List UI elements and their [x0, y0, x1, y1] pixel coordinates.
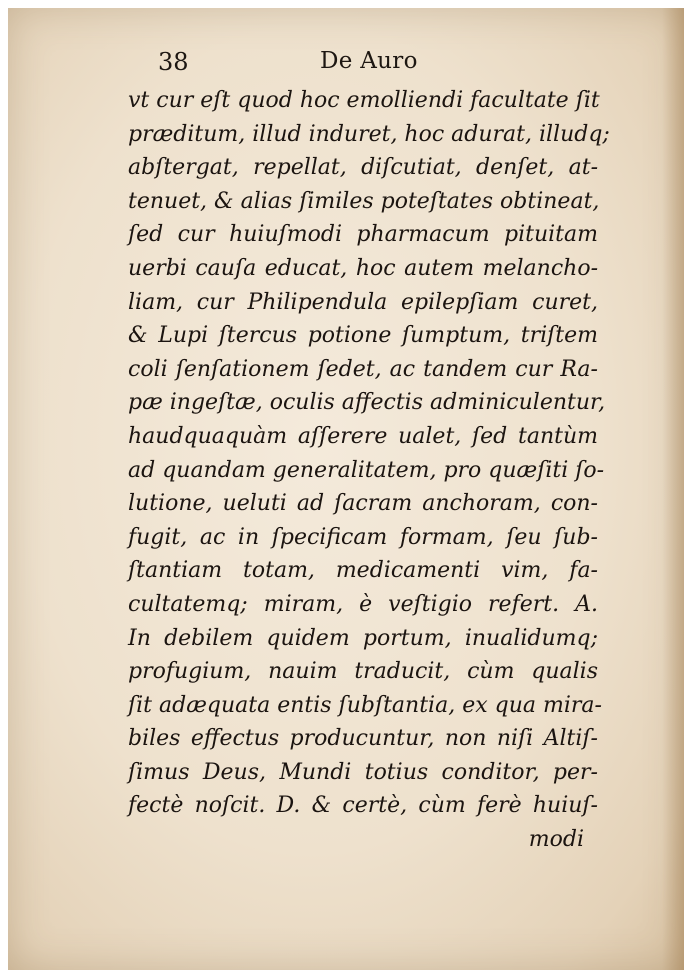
text-line: haudquaquàm aſſerere ualet, ſed tantùm: [128, 423, 598, 449]
text-line: profugium, nauim traducit, cùm qualis: [128, 659, 598, 685]
text-line: uerbi cauſa educat, hoc autem melancho-: [128, 255, 598, 281]
text-line: ad quandam generalitatem, pro quæſiti ſo-: [128, 457, 605, 483]
text-line: ſit adæquata entis ſubſtantia, ex qua mira-: [128, 692, 602, 718]
text-line: biles effectus producuntur, non niſi Altiſ-: [128, 726, 598, 752]
text-line: ſimus Deus, Mundi totius conditor, per-: [128, 759, 598, 785]
page-number: 38: [158, 48, 189, 76]
text-line: abſtergat, repellat, diſcutiat, denſet, at-: [128, 155, 598, 181]
text-line: tenuet, & alias ſimiles poteſtates obtineat,: [128, 188, 600, 214]
text-line: ſtantiam totam, medicamenti vim, fa-: [128, 558, 598, 584]
text-line: cultatemq; miram, è veſtigio refert. A.: [128, 591, 598, 617]
body-text: [128, 84, 610, 857]
page-gutter-shadow: [662, 8, 684, 970]
page-header: [158, 48, 458, 80]
text-line: fugit, ac in ſpecificam formam, ſeu ſub-: [128, 524, 598, 550]
text-line: fectè noſcit. D. & certè, cùm ferè huiuſ-: [128, 793, 598, 819]
running-title: De Auro: [320, 48, 418, 74]
text-line: lutione, ueluti ad ſacram anchoram, con-: [128, 491, 598, 517]
text-line: liam, cur Philipendula epilepſiam curet,: [128, 289, 598, 315]
text-line: pæ ingeſtæ, oculis affectis adminiculentur,: [128, 390, 606, 416]
text-line: ſed cur huiuſmodi pharmacum pituitam: [128, 222, 598, 248]
text-line: coli ſenſationem ſedet, ac tandem cur Ra-: [128, 356, 598, 382]
text-line: In debilem quidem portum, inualidumq;: [128, 625, 598, 651]
catchword: modi: [528, 827, 584, 853]
text-line: præditum, illud induret, hoc adurat, illudq;: [128, 121, 610, 147]
text-line: vt cur eſt quod hoc emolliendi facultate ſit: [128, 88, 600, 113]
text-line: & Lupi ſtercus potione ſumptum, triſtem: [128, 323, 598, 349]
